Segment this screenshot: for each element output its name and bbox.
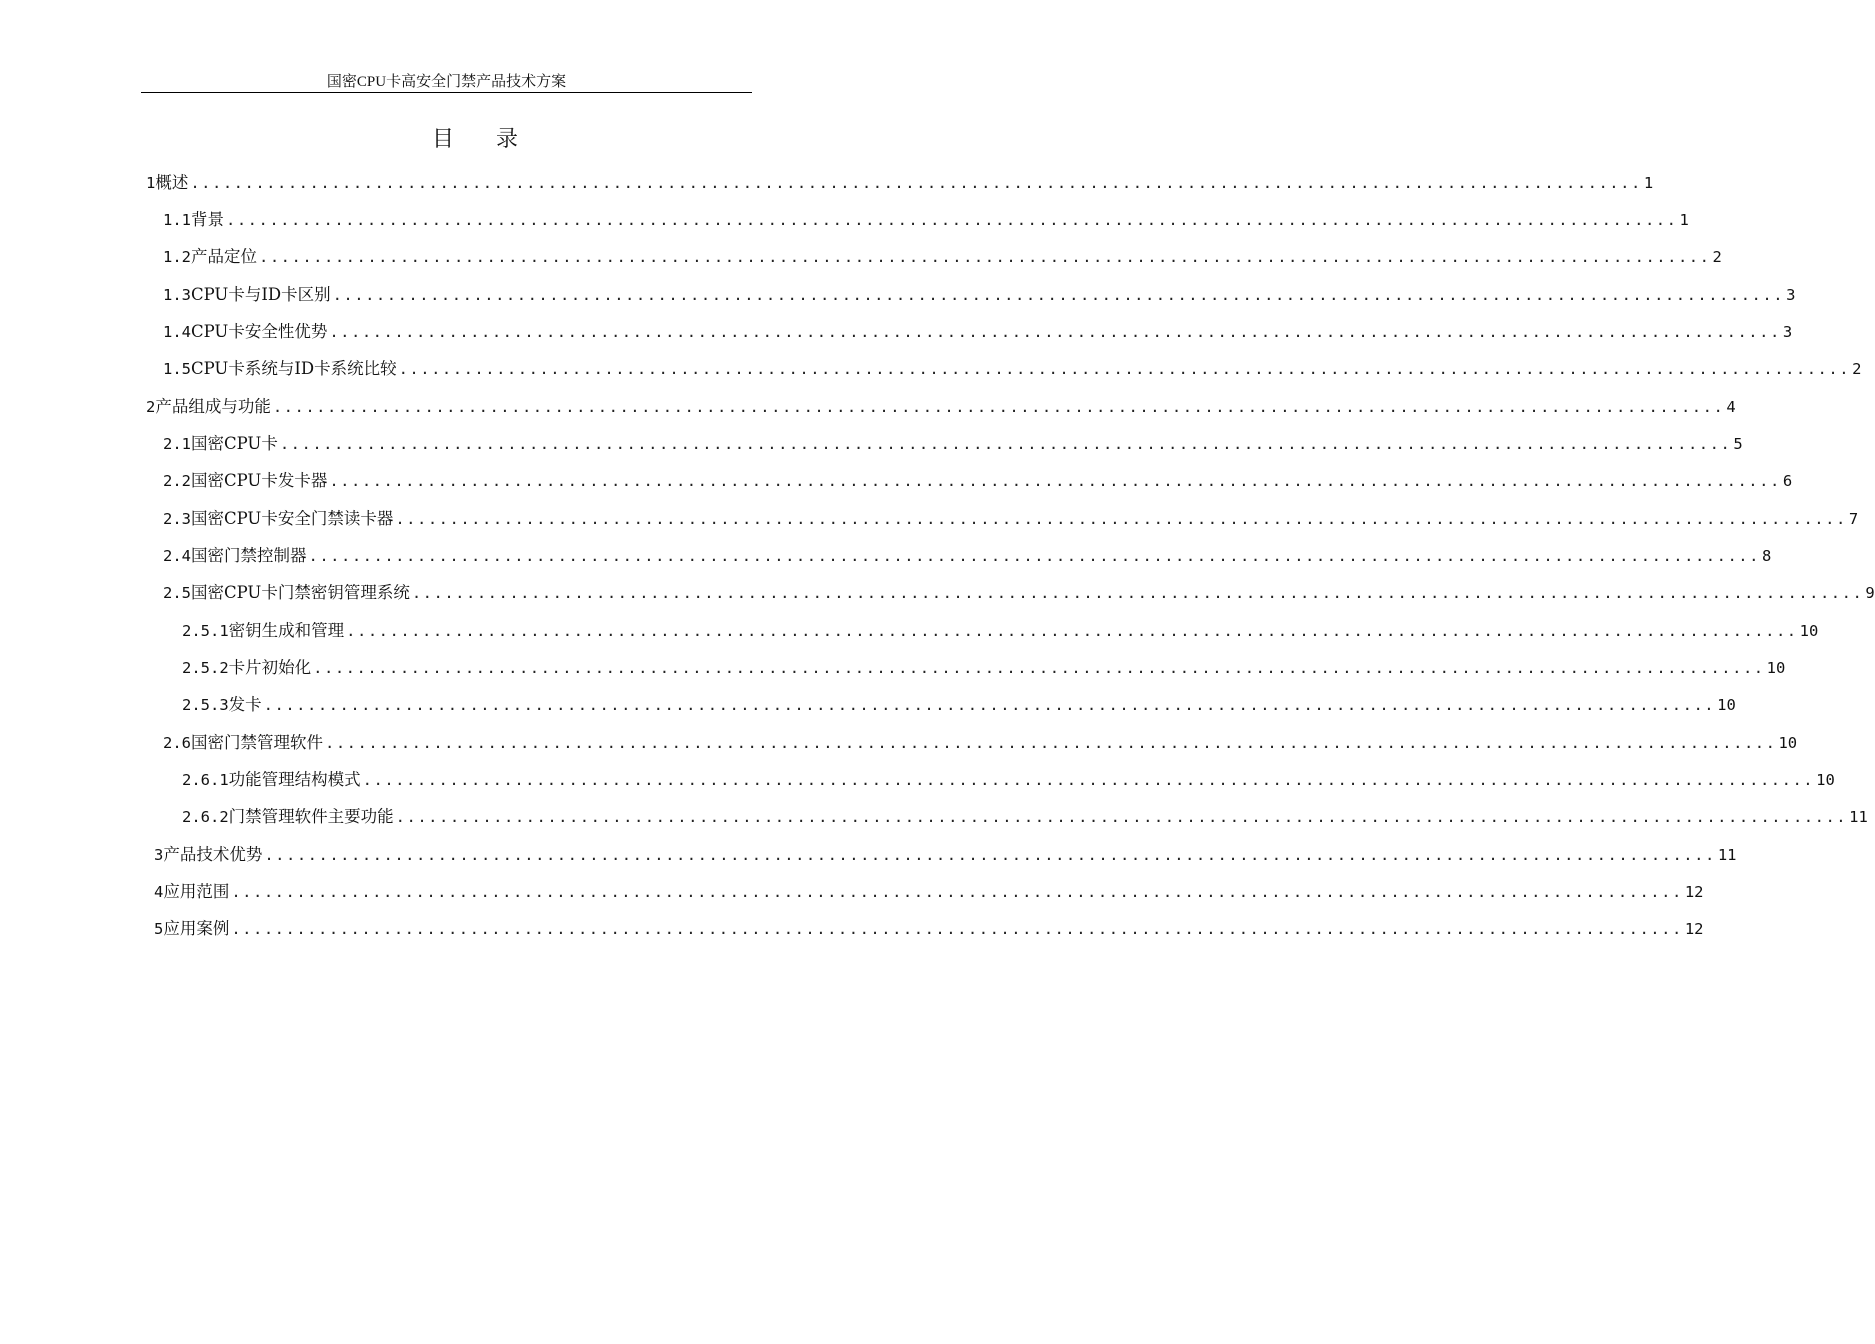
toc-entry-page: 10 xyxy=(1778,734,1798,752)
toc-entry-page: 3 xyxy=(1786,286,1796,304)
toc-entry-number: 2 xyxy=(146,398,156,416)
toc-entry-number: 2.4 xyxy=(163,547,191,565)
toc-entry-number: 1.3 xyxy=(163,286,191,304)
toc-leader: ...................................................................................................................................... xyxy=(231,920,1683,938)
toc-leader: ...................................................................................................................................... xyxy=(263,696,1716,714)
toc-entry-number: 2.6.2 xyxy=(182,808,229,826)
toc-entry-page: 3 xyxy=(1782,323,1793,341)
toc-leader: ...................................................................................................................................... xyxy=(190,174,1642,192)
toc-leader: ...................................................................................................................................... xyxy=(272,398,1725,416)
toc-entry-label: CPU卡系统与ID卡系统比较 xyxy=(191,359,397,378)
toc-entry-page: 12 xyxy=(1684,883,1704,901)
toc-entry-label: 国密CPU卡门禁密钥管理系统 xyxy=(191,583,410,602)
toc-entry-page: 1 xyxy=(1679,211,1689,229)
toc-entry[interactable] xyxy=(154,879,1704,903)
toc-entry-label: 国密CPU卡安全门禁读卡器 xyxy=(191,509,394,528)
toc-entry-page: 10 xyxy=(1799,622,1819,640)
toc-entry-label: 背景 xyxy=(191,210,224,229)
toc-entry[interactable] xyxy=(146,394,1736,418)
toc-entry[interactable] xyxy=(146,170,1654,194)
header-rule xyxy=(141,92,752,93)
toc-entry[interactable] xyxy=(163,730,1798,754)
toc-entry-label: 发卡 xyxy=(228,695,262,714)
toc-entry-number: 1.5 xyxy=(163,360,191,378)
toc-title-left: 目 xyxy=(431,127,454,152)
toc-entry-page: 8 xyxy=(1761,547,1772,565)
toc-entry-page: 10 xyxy=(1816,771,1835,789)
toc-entry[interactable] xyxy=(182,692,1736,716)
toc-entry[interactable] xyxy=(163,506,1859,530)
toc-entry[interactable] xyxy=(182,767,1835,791)
toc-entry-page: 10 xyxy=(1717,696,1736,714)
toc-leader: ...................................................................................................................................... xyxy=(411,584,1864,602)
toc-leader: ...................................................................................................................................... xyxy=(264,846,1716,864)
toc-leader: ...................................................................................................................................... xyxy=(346,622,1798,640)
toc-entry-page: 2 xyxy=(1712,248,1722,266)
toc-leader: ...................................................................................................................................... xyxy=(259,248,1711,266)
toc-entry-page: 12 xyxy=(1684,920,1704,938)
toc-entry-label: 卡片初始化 xyxy=(228,658,312,677)
toc-entry-number: 1.4 xyxy=(163,323,191,341)
toc-leader: ...................................................................................................................................... xyxy=(325,734,1777,752)
toc-entry-page: 4 xyxy=(1726,398,1736,416)
toc-entry[interactable] xyxy=(163,543,1772,567)
toc-leader: ...................................................................................................................................... xyxy=(226,211,1678,229)
toc-entry-label: 产品定位 xyxy=(191,247,257,266)
toc-entry-label: 应用案例 xyxy=(163,919,230,938)
toc-title xyxy=(0,122,950,153)
toc-entry-number: 4 xyxy=(154,883,164,901)
toc-entry-label: 国密CPU卡 xyxy=(191,434,278,453)
toc-entry-label: 密钥生成和管理 xyxy=(228,621,345,640)
toc-entry-number: 2.2 xyxy=(163,472,191,490)
toc-entry-page: 7 xyxy=(1848,510,1859,528)
toc-entry-page: 9 xyxy=(1865,584,1875,602)
toc-leader: ...................................................................................................................................... xyxy=(329,323,1781,341)
toc-entry-label: 产品组成与功能 xyxy=(155,397,271,416)
toc-entry-label: 应用范围 xyxy=(163,882,230,901)
toc-entry[interactable] xyxy=(163,319,1793,343)
toc-entry[interactable] xyxy=(182,804,1868,828)
toc-entry-label: 概述 xyxy=(155,173,189,192)
toc-entry-number: 1 xyxy=(146,174,156,192)
toc-entry-number: 1.1 xyxy=(163,211,191,229)
running-header: 国密CPU卡高安全门禁产品技术方案 xyxy=(326,74,567,90)
toc-entry-number: 2.5.2 xyxy=(182,659,229,677)
toc-entry-page: 2 xyxy=(1852,360,1862,378)
toc-entry-number: 2.1 xyxy=(163,435,191,453)
toc-entry[interactable] xyxy=(163,580,1875,604)
toc-entry-number: 2.6.1 xyxy=(182,771,229,789)
toc-entry-label: CPU卡安全性优势 xyxy=(191,322,328,341)
toc-leader: ...................................................................................................................................... xyxy=(279,435,1732,453)
toc-leader: ...................................................................................................................................... xyxy=(231,883,1683,901)
toc-entry-label: 功能管理结构模式 xyxy=(228,770,361,789)
toc-entry[interactable] xyxy=(182,655,1786,679)
toc-entry-number: 2.3 xyxy=(163,510,191,528)
toc-leader: ...................................................................................................................................... xyxy=(329,472,1781,490)
toc-entry-page: 10 xyxy=(1766,659,1786,677)
toc-entry[interactable] xyxy=(154,842,1737,866)
toc-entry-number: 1.2 xyxy=(163,248,191,266)
toc-entry-number: 2.6 xyxy=(163,734,191,752)
toc-entry[interactable] xyxy=(163,207,1689,231)
toc-entry[interactable] xyxy=(163,431,1743,455)
toc-entry-page: 6 xyxy=(1782,472,1793,490)
toc-entry[interactable] xyxy=(154,916,1704,940)
toc-entry[interactable] xyxy=(163,282,1796,306)
toc-leader: ...................................................................................................................................... xyxy=(332,286,1785,304)
toc-entry-label: 门禁管理软件主要功能 xyxy=(228,807,394,826)
toc-leader: ...................................................................................................................................... xyxy=(362,771,1815,789)
toc-entry-label: 国密门禁管理软件 xyxy=(191,733,323,752)
toc-entry-label: 国密门禁控制器 xyxy=(191,546,307,565)
toc-title-right: 录 xyxy=(496,127,519,152)
toc-entry-number: 2.5 xyxy=(163,584,191,602)
toc-entry-label: 国密CPU卡发卡器 xyxy=(191,471,328,490)
toc-entry[interactable] xyxy=(163,468,1793,492)
toc-leader: ...................................................................................................................................... xyxy=(395,808,1848,826)
toc-leader: ...................................................................................................................................... xyxy=(313,659,1765,677)
toc-entry[interactable] xyxy=(182,618,1819,642)
toc-leader: ...................................................................................................................................... xyxy=(308,547,1760,565)
toc-entry-number: 3 xyxy=(154,846,164,864)
toc-entry[interactable] xyxy=(163,356,1862,380)
toc-entry-number: 2.5.1 xyxy=(182,622,229,640)
toc-entry-label: 产品技术优势 xyxy=(163,845,263,864)
toc-entry-label: CPU卡与ID卡区别 xyxy=(191,285,331,304)
toc-leader: ...................................................................................................................................... xyxy=(398,360,1851,378)
toc-entry-number: 5 xyxy=(154,920,164,938)
toc-entry[interactable] xyxy=(163,244,1722,268)
toc-entry-page: 1 xyxy=(1643,174,1654,192)
toc-entry-page: 5 xyxy=(1733,435,1743,453)
toc-entry-number: 2.5.3 xyxy=(182,696,229,714)
toc-leader: ...................................................................................................................................... xyxy=(395,510,1847,528)
toc-entry-page: 11 xyxy=(1849,808,1868,826)
toc-entry-page: 11 xyxy=(1717,846,1737,864)
